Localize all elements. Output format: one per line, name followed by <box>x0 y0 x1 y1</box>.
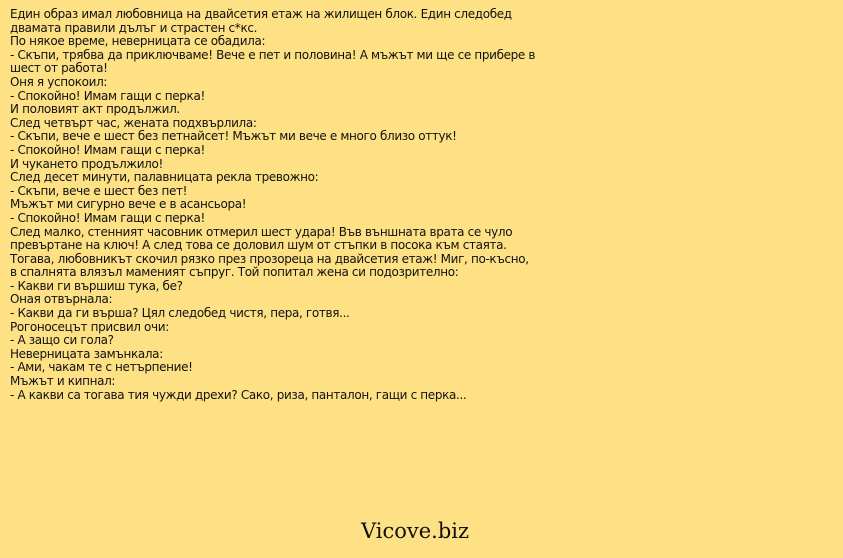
text-line: И половият акт продължил. <box>10 102 180 117</box>
text-line: шест от работа! <box>10 61 108 76</box>
text-line: - Ами, чакам те с нетърпение! <box>10 360 193 375</box>
text-line: - Спокойно! Имам гащи с перка! <box>10 142 205 157</box>
text-line: в спалнята влязъл мамeният съпруг. Той попитал жена си подозрително: <box>10 265 459 280</box>
text-line: - А защо си гола? <box>10 333 114 348</box>
text-line: - Спокойно! Имам гащи с перка! <box>10 210 205 225</box>
text-line: По някое време, неверницата се обадила: <box>10 34 266 49</box>
text-line: превъртане на ключ! А след това се доловил шум от стъпки в посока към стаята. <box>10 238 507 253</box>
text-line: След десет минути, палавницата рекла тревожно: <box>10 170 319 185</box>
text-line: Тогава, любовникът скочил рязко през прозореца на двайсетия етаж! Миг, по-късно, <box>10 251 529 266</box>
text-line: - Какви ги вършиш тука, бе? <box>10 278 183 293</box>
text-line: - Скъпи, трябва да приключваме! Вече е пет и половина! А мъжът ми ще се прибере в <box>10 47 536 62</box>
text-line: Оня я успокоил: <box>10 74 108 89</box>
text-line: - Спокойно! Имам гащи с перка! <box>10 88 205 103</box>
text-line: Оная отвърнала: <box>10 292 113 307</box>
text-line: Мъжът ми сигурно вече е в асансьора! <box>10 197 247 212</box>
text-line: - Какви да ги върша? Цял следобед чистя, пера, готвя... <box>10 306 350 321</box>
text-line: Неверницата замънкала: <box>10 346 163 361</box>
joke-text <box>10 8 610 402</box>
text-line: След четвърт час, жената подхвърлила: <box>10 115 257 130</box>
text-line: След малко, стенният часовник отмерил шест удара! Във външната врата се чуло <box>10 224 513 239</box>
text-line: - А какви са тогава тия чужди дрехи? Сако, риза, панталон, гащи с перка... <box>10 387 467 402</box>
text-line: И чукането продължило! <box>10 156 163 171</box>
text-line: Един образ имал любовница на двайсетия етаж на жилищен блок. Един следобед <box>10 7 512 21</box>
text-line: - Скъпи, вече е шест без петнайсет! Мъжът ми вече е много близо оттук! <box>10 129 457 144</box>
text-line: Рогоносецът присвил очи: <box>10 319 169 334</box>
text-line: Мъжът и кипнал: <box>10 374 116 389</box>
site-name: Vicove.biz <box>360 519 470 543</box>
text-line: - Скъпи, вече е шест без пет! <box>10 183 188 198</box>
text-line: двамата правили дълъг и страстен с*кс. <box>10 20 258 35</box>
